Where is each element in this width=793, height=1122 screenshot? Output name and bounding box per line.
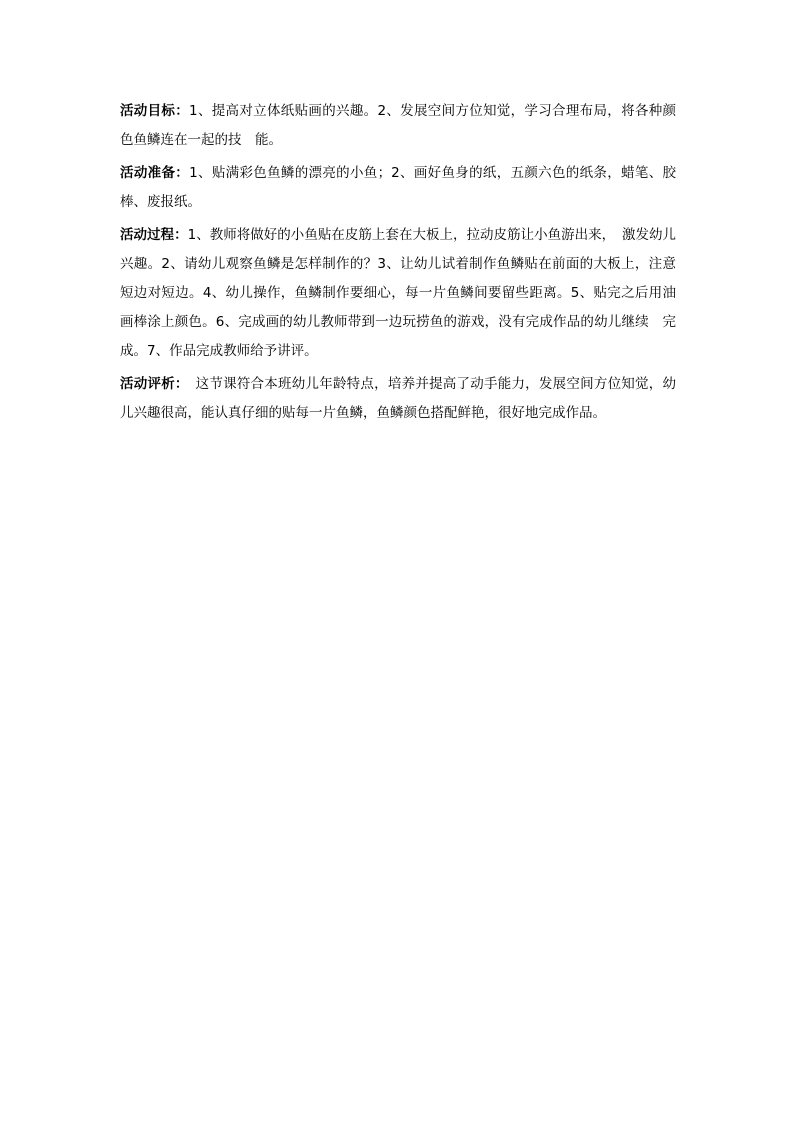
section-text-evaluation: 这节课符合本班幼儿年龄特点，培养并提高了动手能力，发展空间方位知觉，幼儿兴趣很高，能认真仔细的贴每一片鱼鳞，鱼鳞颜色搭配鲜艳，很好地完成作品。 bbox=[120, 376, 676, 421]
section-label-preparation: 活动准备： bbox=[120, 165, 190, 181]
document-body bbox=[120, 97, 676, 432]
section-activity-evaluation bbox=[120, 370, 676, 428]
section-text-preparation: 1、贴满彩色鱼鳞的漂亮的小鱼；2、画好鱼身的纸，五颜六色的纸条，蜡笔、胶棒、废报纸。 bbox=[120, 165, 677, 210]
section-activity-goal bbox=[120, 97, 676, 155]
section-label-goal: 活动目标： bbox=[120, 103, 190, 119]
section-activity-preparation bbox=[120, 159, 676, 217]
section-label-evaluation: 活动评析： bbox=[120, 376, 182, 392]
section-text-process: 1、教师将做好的小鱼贴在皮筋上套在大板上，拉动皮筋让小鱼游出来， 激发幼儿兴趣。2、请幼儿观察鱼鳞是怎样制作的？3、让幼儿试着制作鱼鳞贴在前面的大板上，注意短边对短边。4、幼儿操作，鱼鳞制作要细心，每一片鱼鳞间要留些距离。5、贴完之后用油画棒涂上颜色。6、完成画的幼儿教师带到一边玩捞鱼的游戏，没有完成作品的幼儿继续 完成。7、作品完成教师给予讲评。 bbox=[120, 227, 677, 359]
section-text-goal: 1、提高对立体纸贴画的兴趣。2、发展空间方位知觉，学习合理布局，将各种颜色鱼鳞连在一起的技 能。 bbox=[120, 103, 676, 148]
section-label-process: 活动过程： bbox=[120, 227, 188, 243]
section-activity-process bbox=[120, 221, 676, 366]
